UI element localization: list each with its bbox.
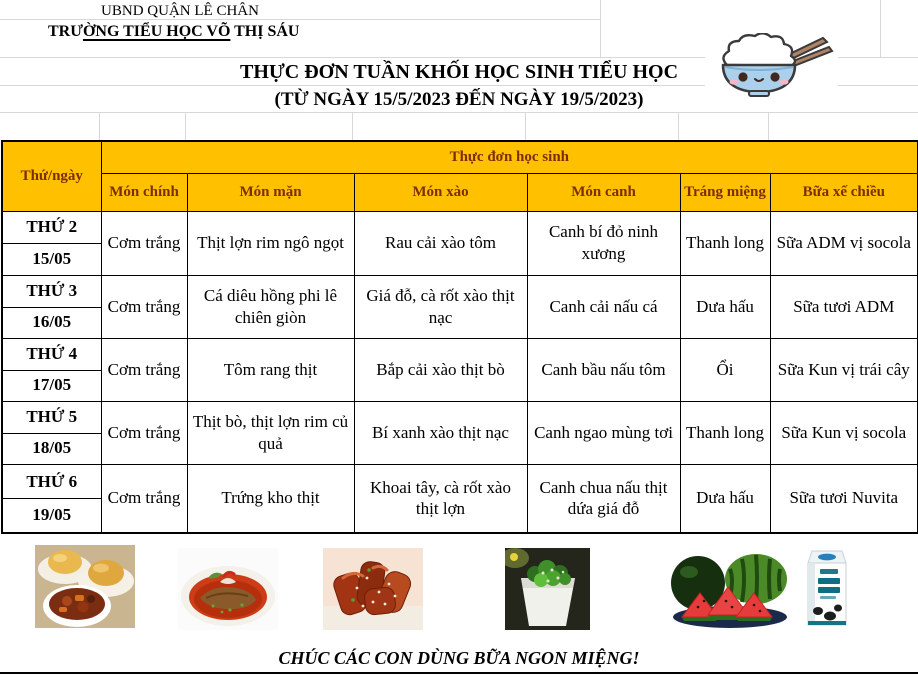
corner-header: Thứ/ngày: [2, 141, 101, 211]
day-cell: [2, 275, 101, 338]
cell-mon-man: Thịt bò, thịt lợn rim củ quả: [187, 401, 354, 464]
org-name: UBND QUẬN LÊ CHÂN: [101, 3, 259, 19]
day-cell: [2, 211, 101, 275]
gridline: [768, 112, 769, 140]
menu-date-range: (TỪ NGÀY 15/5/2023 ĐẾN NGÀY 19/5/2023): [274, 89, 644, 110]
date-label: 18/05: [32, 438, 72, 458]
cell-mon-man: Cá diêu hồng phi lê chiên giòn: [187, 275, 354, 338]
footer-message: CHÚC CÁC CON DÙNG BỮA NGON MIỆNG!: [278, 648, 640, 668]
gridline: [525, 112, 526, 140]
braised-ribs-photo: [323, 548, 423, 630]
col-header-mon-man: Món mặn: [187, 173, 354, 211]
rice-bowl-icon: [705, 33, 838, 100]
cell-mon-canh: Canh cải nấu cá: [527, 275, 680, 338]
col-header-bua-xe-chieu: Bữa xế chiều: [770, 173, 918, 211]
cell-mon-canh: Canh chua nấu thịt dứa giá đỗ: [527, 464, 680, 533]
cell-bua-xe: Sữa tươi ADM: [770, 275, 918, 338]
fish-tomato-sauce-photo: [178, 548, 278, 630]
cell-trang-mieng: Dưa hấu: [680, 464, 770, 533]
school-name-part3: THỊ SÁU: [230, 23, 300, 40]
gridline: [99, 112, 100, 140]
milk-carton-photo: [800, 545, 856, 630]
school-name: [48, 23, 299, 41]
col-header-mon-xao: Món xào: [354, 173, 527, 211]
date-label: 19/05: [32, 505, 72, 525]
day-label: THỨ 2: [3, 212, 101, 245]
bottom-divider: [0, 672, 918, 674]
cell-mon-xao: Bắp cải xào thịt bò: [354, 338, 527, 401]
day-cell: [2, 338, 101, 401]
cell-mon-man: Thịt lợn rim ngô ngọt: [187, 211, 354, 275]
gridline: [880, 0, 881, 57]
gridline: [600, 0, 601, 57]
cell-bua-xe: Sữa ADM vị socola: [770, 211, 918, 275]
day-label: THỨ 4: [3, 339, 101, 371]
cell-trang-mieng: Thanh long: [680, 211, 770, 275]
cell-trang-mieng: Thanh long: [680, 401, 770, 464]
day-label: THỨ 3: [3, 276, 101, 308]
day-label: THỨ 5: [3, 402, 101, 434]
col-header-mon-chinh: Món chính: [101, 173, 187, 211]
vegetable-soup-photo: [505, 548, 590, 630]
day-label: THỨ 6: [3, 465, 101, 500]
table-row-tuesday: [2, 275, 918, 338]
group-header: Thực đơn học sinh: [101, 141, 918, 173]
day-cell: [2, 401, 101, 464]
cell-mon-xao: Bí xanh xào thịt nạc: [354, 401, 527, 464]
gridline: [0, 112, 918, 113]
cell-mon-man: Trứng kho thịt: [187, 464, 354, 533]
watermelon-photo: [668, 545, 793, 630]
cell-mon-canh: Canh ngao mùng tơi: [527, 401, 680, 464]
table-row-friday: [2, 464, 918, 533]
cell-trang-mieng: Ổi: [680, 338, 770, 401]
beef-stew-and-bread-photo: [35, 545, 135, 628]
cell-mon-chinh: Cơm trắng: [101, 275, 187, 338]
cell-bua-xe: Sữa Kun vị trái cây: [770, 338, 918, 401]
cell-mon-chinh: Cơm trắng: [101, 401, 187, 464]
cell-mon-xao: Rau cải xào tôm: [354, 211, 527, 275]
menu-table: [1, 140, 918, 534]
gridline: [678, 112, 679, 140]
menu-title: THỰC ĐƠN TUẦN KHỐI HỌC SINH TIỂU HỌC: [239, 61, 679, 83]
cell-mon-chinh: Cơm trắng: [101, 464, 187, 533]
cell-bua-xe: Sữa Kun vị socola: [770, 401, 918, 464]
cell-trang-mieng: Dưa hấu: [680, 275, 770, 338]
cell-mon-canh: Canh bầu nấu tôm: [527, 338, 680, 401]
school-name-part1: TRƯ: [48, 23, 83, 40]
col-header-trang-mieng: Tráng miệng: [680, 173, 770, 211]
date-label: 17/05: [32, 375, 72, 395]
gridline: [352, 112, 353, 140]
school-name-underlined: ỜNG TIỂU HỌC VÕ: [82, 23, 231, 40]
table-row-monday: [2, 211, 918, 275]
table-row-thursday: [2, 401, 918, 464]
cell-mon-xao: Khoai tây, cà rốt xào thịt lợn: [354, 464, 527, 533]
date-label: 16/05: [32, 312, 72, 332]
cell-mon-canh: Canh bí đỏ ninh xương: [527, 211, 680, 275]
day-cell: [2, 464, 101, 533]
table-row-wednesday: [2, 338, 918, 401]
gridline: [185, 112, 186, 140]
date-label: 15/05: [32, 248, 72, 268]
col-header-mon-canh: Món canh: [527, 173, 680, 211]
cell-mon-chinh: Cơm trắng: [101, 338, 187, 401]
cell-mon-chinh: Cơm trắng: [101, 211, 187, 275]
cell-bua-xe: Sữa tươi Nuvita: [770, 464, 918, 533]
cell-mon-xao: Giá đỗ, cà rốt xào thịt nạc: [354, 275, 527, 338]
cell-mon-man: Tôm rang thịt: [187, 338, 354, 401]
